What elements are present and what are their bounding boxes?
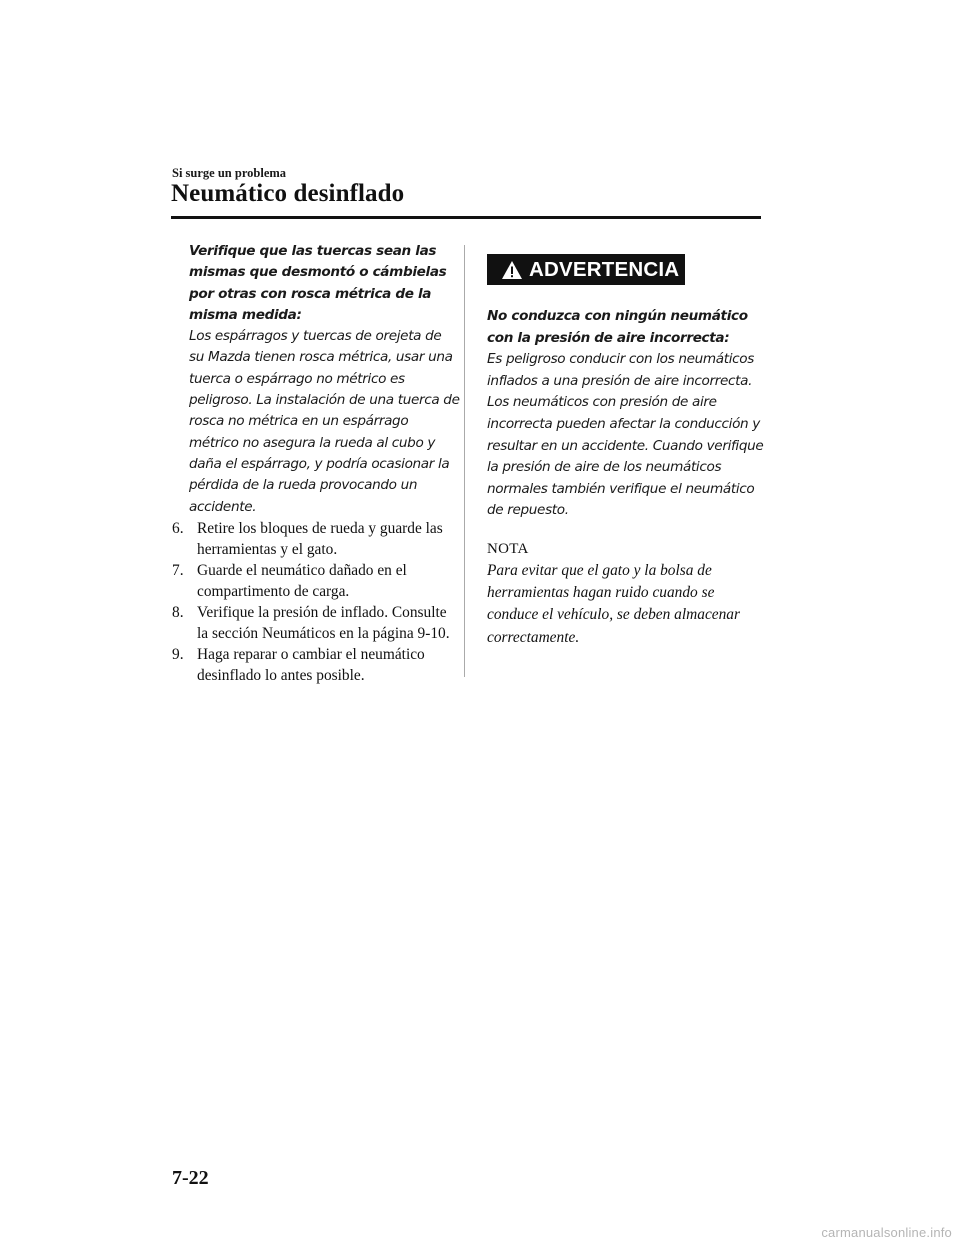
- list-item: [172, 602, 460, 644]
- steps-list: [172, 518, 460, 686]
- step-number: 7.: [172, 561, 184, 579]
- advertencia-body: Es peligroso conducir con los neumáticos inflados a una presión de aire incorrecta. Los neumáticos con presión de aire incorrecta pueden afectar la conducción y resultar en un accidente. Cuando verifique la presión de aire de los neumáticos normales también verifique el neumático de repuesto.: [487, 351, 764, 519]
- list-item: [172, 644, 460, 686]
- inline-warning: [172, 241, 460, 518]
- column-divider: [464, 245, 465, 677]
- section-label: Si surge un problema: [172, 166, 287, 180]
- watermark: carmanualsonline.info: [821, 1225, 952, 1240]
- step-text: Retire los bloques de rueda y guarde las herramientas y el gato.: [197, 519, 443, 558]
- advertencia-text: [487, 306, 767, 522]
- list-item: [172, 560, 460, 602]
- step-text: Verifique la presión de inflado. Consulte la sección Neumáticos en la página 9-10.: [197, 603, 450, 642]
- warning-triangle-icon: [501, 260, 523, 280]
- nota-title: NOTA: [487, 540, 529, 557]
- advertencia-lead: No conduzca con ningún neumático con la presión de aire incorrecta:: [487, 308, 748, 346]
- step-number: 8.: [172, 603, 184, 621]
- nota-body: Para evitar que el gato y la bolsa de herramientas hagan ruido cuando se conduce el vehículo, se deben almacenar correctamente.: [487, 561, 740, 646]
- step-number: 6.: [172, 519, 184, 537]
- page-title: Neumático desinflado: [171, 180, 405, 207]
- inline-warning-body: Los espárragos y tuercas de orejeta de su Mazda tienen rosca métrica, usar una tuerca o espárrago no métrico es peligroso. La instalación de una tuerca de rosca no métrica en un espárrago métrico no asegura la rueda al cubo y daña el espárrago, y podría ocasionar la pérdida de la rueda provocando un accidente.: [189, 328, 460, 515]
- advertencia-label: ADVERTENCIA: [529, 257, 680, 281]
- step-number: 9.: [172, 645, 184, 663]
- title-rule: [171, 216, 761, 219]
- page-number: 7-22: [172, 1167, 209, 1189]
- step-text: Guarde el neumático dañado en el compartimento de carga.: [197, 561, 407, 600]
- list-item: [172, 518, 460, 560]
- right-column: [487, 254, 767, 649]
- left-column: [172, 241, 460, 686]
- step-text: Haga reparar o cambiar el neumático desinflado lo antes posible.: [197, 645, 425, 684]
- advertencia-badge: [487, 254, 685, 285]
- inline-warning-lead: Verifique que las tuercas sean las mismas que desmontó o cámbielas por otras con rosca métrica de la misma medida:: [189, 243, 447, 323]
